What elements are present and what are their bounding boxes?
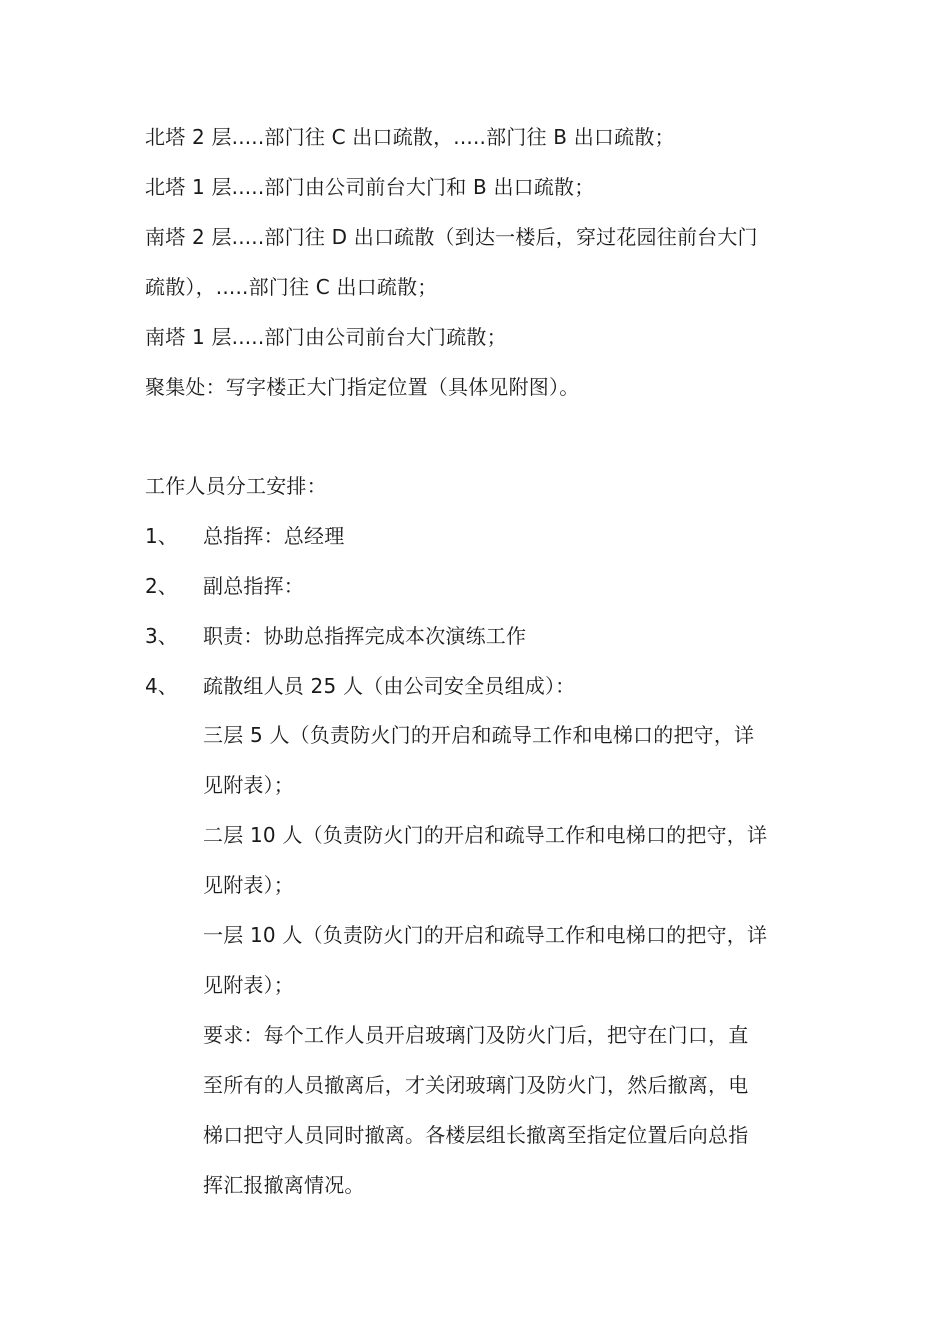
requirement-line-1: 要求：每个工作人员开启玻璃门及防火门后，把守在门口，直 — [203, 1023, 749, 1047]
sub-line-floor1-cont: 见附表）； — [203, 973, 294, 997]
list-item-duty: 职责：协助总指挥完成本次演练工作 — [203, 624, 527, 648]
requirement-line-2: 至所有的人员撤离后，才关闭玻璃门及防火门，然后撤离，电 — [203, 1073, 749, 1097]
evacuation-line-south-1f: 南塔 1 层.....部门由公司前台大门疏散； — [145, 325, 507, 349]
list-number: 1、 — [145, 524, 178, 548]
sub-line-floor2: 二层 10 人（负责防火门的开启和疏导工作和电梯口的把守，详 — [203, 823, 768, 847]
evacuation-line-south-2f-cont: 疏散），.....部门往 C 出口疏散； — [145, 275, 438, 299]
evacuation-line-south-2f: 南塔 2 层.....部门往 D 出口疏散（到达一楼后，穿过花园往前台大门 — [145, 225, 758, 249]
list-number: 3、 — [145, 624, 178, 648]
sub-line-floor3: 三层 5 人（负责防火门的开启和疏导工作和电梯口的把守，详 — [203, 723, 755, 747]
staff-heading: 工作人员分工安排： — [145, 474, 327, 498]
sub-line-floor3-cont: 见附表）； — [203, 773, 294, 797]
list-item-commander: 总指挥：总经理 — [203, 524, 345, 548]
sub-line-floor1: 一层 10 人（负责防火门的开启和疏导工作和电梯口的把守，详 — [203, 923, 768, 947]
assembly-point-line: 聚集处：写字楼正大门指定位置（具体见附图）。 — [145, 375, 580, 399]
requirement-line-3: 梯口把守人员同时撤离。各楼层组长撤离至指定位置后向总指 — [203, 1123, 749, 1147]
evacuation-line-north-1f: 北塔 1 层.....部门由公司前台大门和 B 出口疏散； — [145, 175, 595, 199]
list-number: 2、 — [145, 574, 178, 598]
list-item-evacuation-team: 疏散组人员 25 人（由公司安全员组成）： — [203, 674, 576, 698]
evacuation-line-north-2f: 北塔 2 层.....部门往 C 出口疏散，.....部门往 B 出口疏散； — [145, 125, 675, 149]
requirement-line-4: 挥汇报撤离情况。 — [203, 1173, 365, 1197]
list-number: 4、 — [145, 674, 178, 698]
sub-line-floor2-cont: 见附表）； — [203, 873, 294, 897]
list-item-deputy-commander: 副总指挥： — [203, 574, 304, 598]
